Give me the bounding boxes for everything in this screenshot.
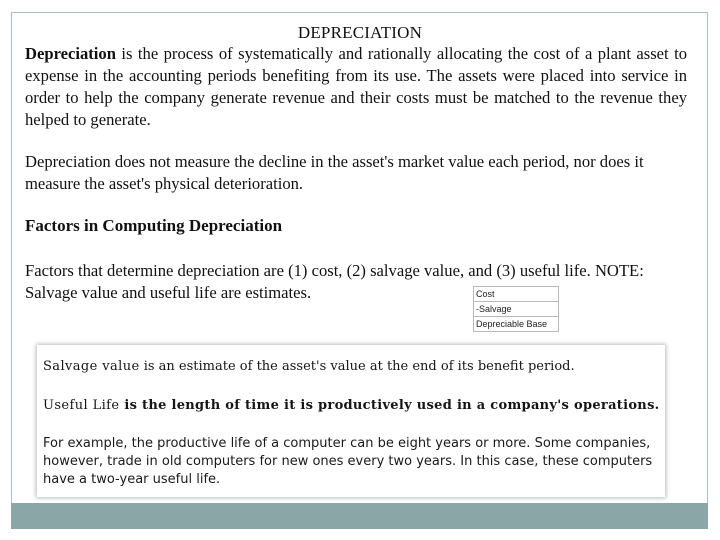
- table-row: [474, 317, 559, 332]
- table-cell-cost: Cost: [474, 287, 559, 302]
- useful-life-definition: [43, 397, 661, 415]
- useful-life-example: For example, the productive life of a computer can be eight years or more. Some companies, however, trade in old computers for new ones every two years. In this case, these computers have a two-year useful life.: [43, 436, 653, 487]
- intro-text: is the process of systematically and rationally allocating the cost of a plant asset to expense in the accounting periods benefiting from its use. The assets were placed into service in order to help the company generate revenue and their costs must be matched to the revenue they helped to generate.: [25, 44, 687, 129]
- table-cell-depreciable-base: Depreciable Base: [474, 317, 559, 332]
- second-paragraph: Depreciation does not measure the decline in the asset's market value each period, nor does it measure the asset's physical deterioration.: [25, 152, 644, 193]
- useful-life-text: is the length of time it is productively used in a company's operations.: [119, 398, 660, 413]
- factors-paragraph: Factors that determine depreciation are (1) cost, (2) salvage value, and (3) useful life. NOTE: Salvage value and useful life are estimates.: [25, 261, 644, 302]
- footer-bar: [11, 503, 708, 529]
- slide-title: DEPRECIATION: [297, 23, 423, 42]
- table-row: [474, 302, 559, 317]
- table-row: [474, 287, 559, 302]
- salvage-term: Salvage value: [43, 359, 140, 374]
- salvage-definition: [43, 358, 661, 376]
- table-cell-salvage: -Salvage: [474, 302, 559, 317]
- useful-life-term: Useful Life: [43, 398, 120, 413]
- salvage-text: is an estimate of the asset's value at the end of its benefit period.: [139, 359, 575, 374]
- factors-heading: Factors in Computing Depreciation: [25, 216, 283, 235]
- depreciable-base-table: [473, 286, 559, 332]
- intro-term: Depreciation: [25, 44, 116, 63]
- intro-paragraph: [25, 43, 687, 131]
